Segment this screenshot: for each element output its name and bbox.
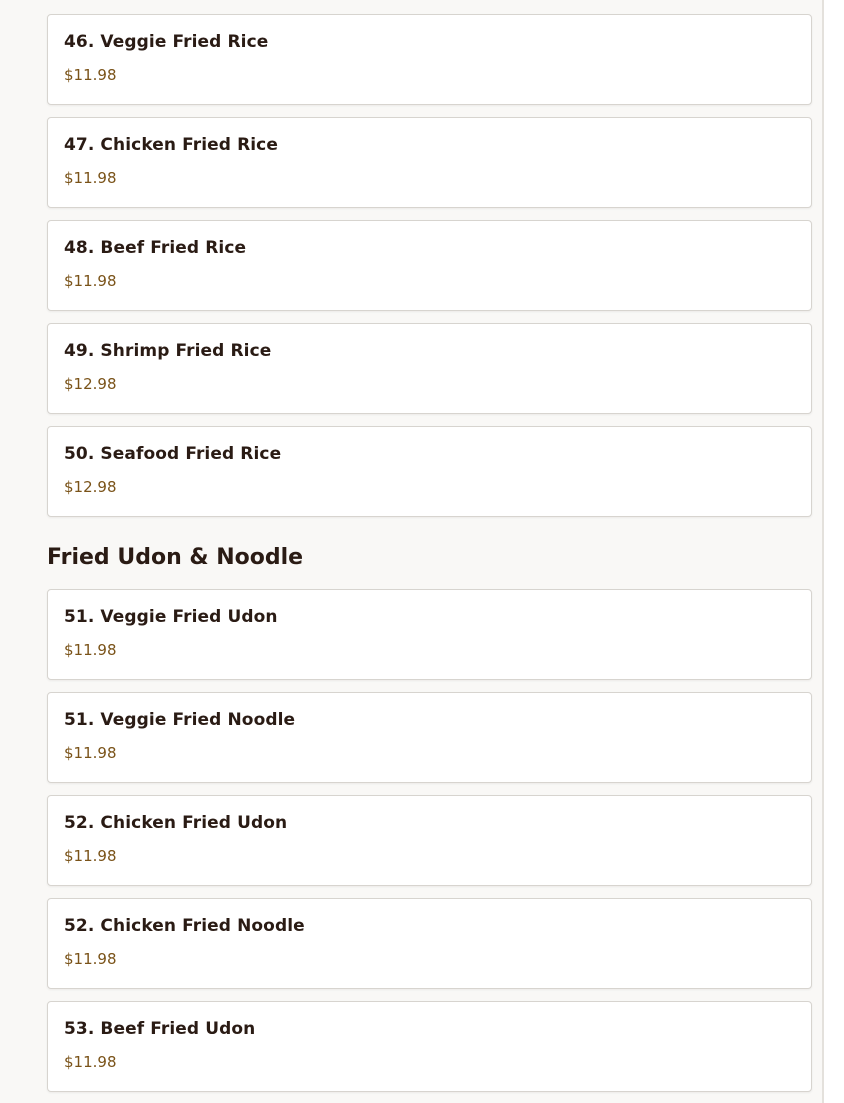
menu-item-card[interactable] — [47, 795, 812, 886]
menu-item-name: 51. Veggie Fried Noodle — [64, 710, 296, 730]
menu-item-name: 52. Chicken Fried Noodle — [64, 916, 305, 936]
menu-item-price: $11.98 — [64, 744, 117, 762]
menu-list — [47, 14, 812, 1103]
side-panel-edge — [824, 0, 844, 1103]
menu-item-price: $12.98 — [64, 375, 117, 393]
menu-item-card[interactable] — [47, 14, 812, 105]
menu-item-card[interactable] — [47, 898, 812, 989]
section-heading: Fried Udon & Noodle — [47, 545, 304, 570]
menu-item-card[interactable] — [47, 220, 812, 311]
menu-item-name: 46. Veggie Fried Rice — [64, 32, 269, 52]
menu-item-price: $11.98 — [64, 169, 117, 187]
menu-item-name: 47. Chicken Fried Rice — [64, 135, 278, 155]
menu-item-name: 52. Chicken Fried Udon — [64, 813, 288, 833]
menu-item-price: $11.98 — [64, 66, 117, 84]
menu-item-price: $11.98 — [64, 950, 117, 968]
menu-item-card[interactable] — [47, 323, 812, 414]
menu-section-fried-rice — [47, 14, 812, 517]
menu-section-fried-udon-noodle — [47, 543, 812, 1092]
menu-item-name: 53. Beef Fried Udon — [64, 1019, 256, 1039]
menu-item-name: 50. Seafood Fried Rice — [64, 444, 282, 464]
menu-item-card[interactable] — [47, 1001, 812, 1092]
menu-item-price: $11.98 — [64, 272, 117, 290]
menu-item-price: $11.98 — [64, 847, 117, 865]
menu-item-card[interactable] — [47, 589, 812, 680]
menu-item-card[interactable] — [47, 117, 812, 208]
menu-item-price: $11.98 — [64, 641, 117, 659]
menu-item-name: 48. Beef Fried Rice — [64, 238, 247, 258]
menu-item-name: 51. Veggie Fried Udon — [64, 607, 278, 627]
menu-item-name: 49. Shrimp Fried Rice — [64, 341, 272, 361]
menu-item-card[interactable] — [47, 426, 812, 517]
menu-item-price: $12.98 — [64, 478, 117, 496]
menu-item-price: $11.98 — [64, 1053, 117, 1071]
menu-item-card[interactable] — [47, 692, 812, 783]
